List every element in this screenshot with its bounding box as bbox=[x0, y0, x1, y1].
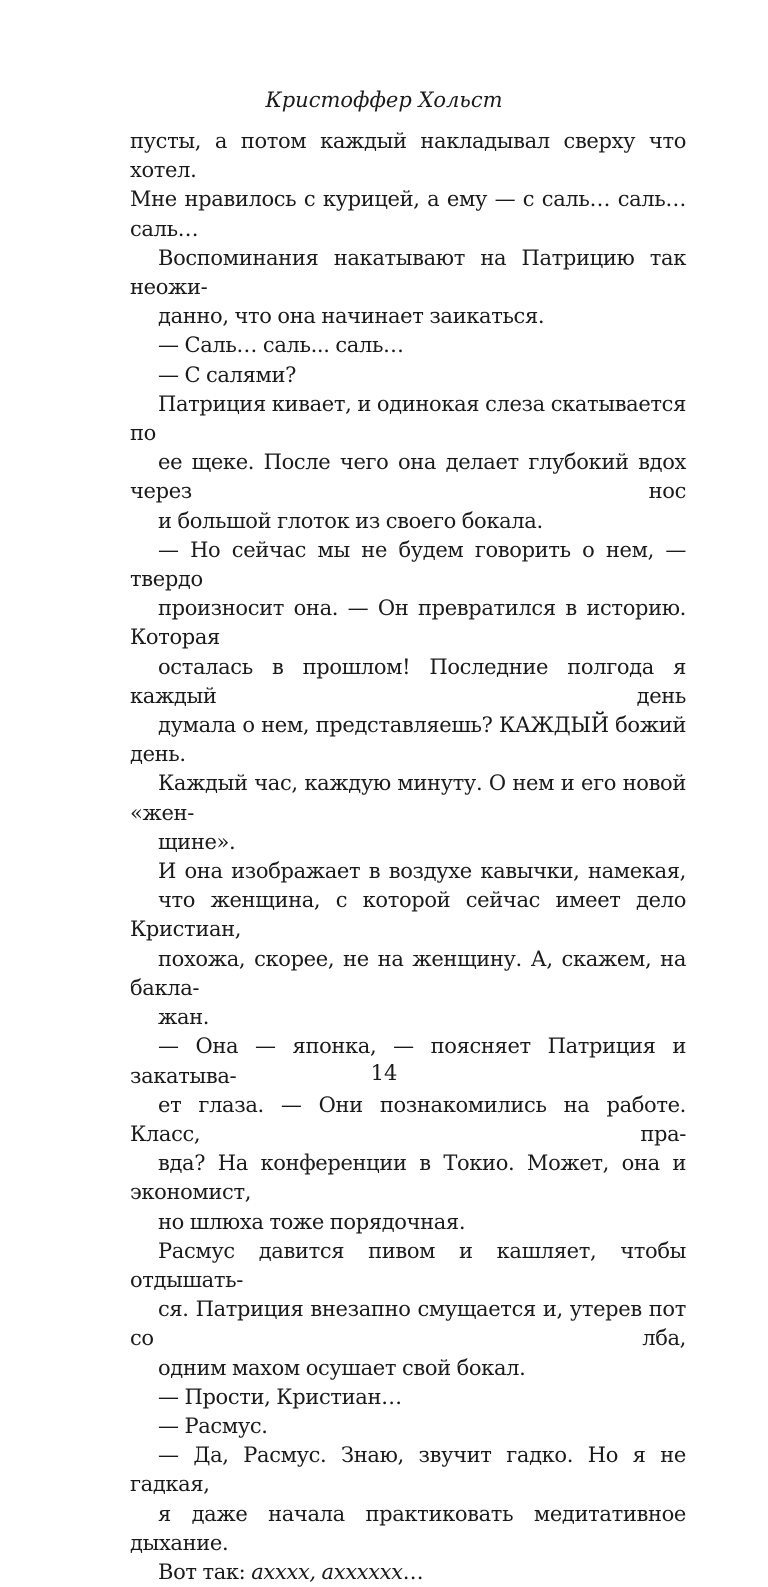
text-span: Вот так: bbox=[158, 1559, 252, 1584]
text-line: вда? На конференции в Токио. Может, она и экономист, bbox=[130, 1151, 686, 1205]
text-span: … bbox=[402, 1559, 424, 1584]
text-line: ее щеке. После чего она делает глубокий вдох через нос bbox=[130, 450, 686, 504]
text-line: похожа, скорее, не на женщину. А, скажем, на бакла- bbox=[130, 946, 686, 1000]
text-line: я даже начала практиковать медитативное дыхание. bbox=[130, 1501, 686, 1555]
text-line: Патриция кивает, и одинокая слеза скатывается по bbox=[130, 391, 686, 446]
text-line: — Прости, Кристиан… bbox=[158, 1384, 402, 1409]
paragraph bbox=[130, 244, 686, 332]
dialogue-line bbox=[130, 361, 686, 390]
text-line: Воспоминания накатывают на Патрицию так неожи- bbox=[130, 245, 686, 300]
running-header: Кристоффер Хольст bbox=[265, 88, 503, 112]
text-line: что женщина, с которой сейчас имеет дело Кристиан, bbox=[130, 888, 686, 942]
text-line: — Саль… саль... саль… bbox=[158, 333, 404, 358]
text-line bbox=[130, 1558, 686, 1587]
text-line: осталась в прошлом! Последние полгода я каждый день bbox=[130, 654, 686, 708]
text-line: Мне нравилось с курицей, а ему — с саль… саль… bbox=[130, 187, 686, 212]
page-number: 14 bbox=[370, 1061, 398, 1085]
text-line: И она изображает в воздухе кавычки, намекая, bbox=[158, 859, 686, 884]
text-line: одним махом осушает свой бокал. bbox=[158, 1355, 526, 1380]
body-text bbox=[130, 127, 686, 1587]
text-line: щине». bbox=[158, 829, 236, 854]
text-line: Каждый час, каждую минуту. О нем и его новой «жен- bbox=[130, 771, 686, 825]
text-line: — С салями? bbox=[158, 362, 297, 387]
text-line: — Да, Расмус. Знаю, звучит гадко. Но я не гадкая, bbox=[130, 1443, 686, 1497]
text-line: данно, что она начинает заикаться. bbox=[158, 304, 545, 329]
dialogue-line bbox=[130, 331, 686, 360]
text-line: — Она — японка, — поясняет Патриция и закатыва- bbox=[130, 1034, 686, 1088]
text-line: но шлюха тоже порядочная. bbox=[158, 1209, 466, 1234]
text-line: произносит она. — Он превратился в историю. Которая bbox=[130, 596, 686, 650]
text-line: саль… bbox=[130, 216, 199, 241]
text-line: ся. Патриция внезапно смущается и, утерев пот со лба, bbox=[130, 1297, 686, 1351]
text-line: и большой глоток из своего бокала. bbox=[158, 508, 543, 533]
text-line: ет глаза. — Они познакомились на работе. Класс, пра- bbox=[130, 1092, 686, 1146]
text-line: — Но сейчас мы не будем говорить о нем, — твердо bbox=[130, 537, 686, 592]
dialogue-line bbox=[130, 1412, 686, 1441]
paragraph bbox=[130, 127, 686, 244]
text-line: пусты, а потом каждый накладывал сверху что хотел. bbox=[130, 129, 686, 183]
dialogue-line bbox=[130, 1383, 686, 1412]
paragraph bbox=[130, 390, 686, 536]
text-line: — Расмус. bbox=[158, 1413, 268, 1438]
dialogue-line bbox=[130, 1441, 686, 1587]
paragraph bbox=[130, 1237, 686, 1383]
text-line: жан. bbox=[158, 1005, 210, 1030]
paragraph bbox=[130, 857, 686, 1032]
text-line: думала о нем, представляешь? КАЖДЫЙ божий день. bbox=[130, 713, 686, 767]
italic-breathing-sound: ахххх, ахххххх bbox=[251, 1559, 403, 1584]
dialogue-line bbox=[130, 536, 686, 857]
text-line: Расмус давится пивом и кашляет, чтобы отдышать- bbox=[130, 1238, 686, 1292]
